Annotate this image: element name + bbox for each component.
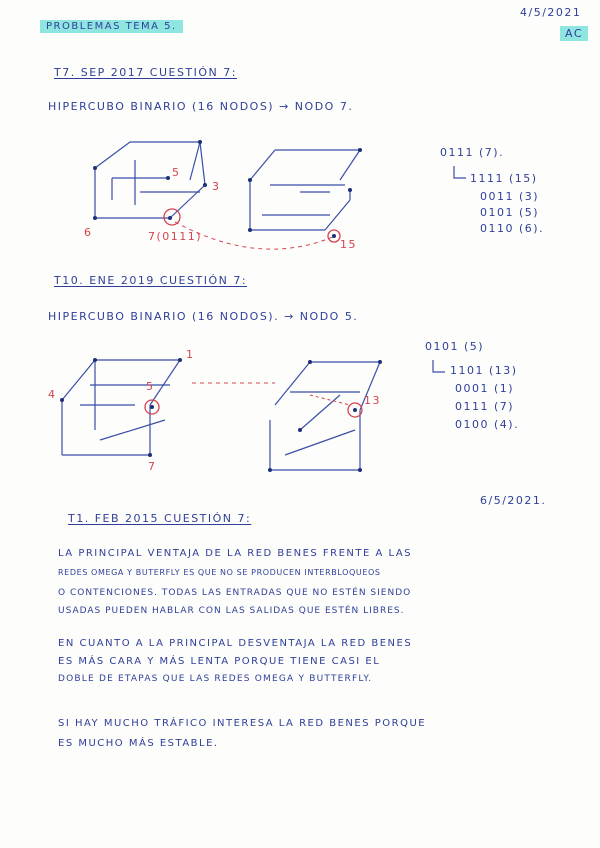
q1-node-label-7: 7(0111) — [148, 230, 203, 243]
answer-line: DOBLE DE ETAPAS QUE LAS REDES OMEGA Y BUTTERFLY. — [58, 674, 373, 684]
q2-node-label-1: 1 — [186, 348, 195, 361]
header-initials: AC — [560, 26, 588, 41]
q1-neighbor-item: 1111 (15) — [470, 172, 538, 185]
q1-neighbor-item: 0011 (3) — [480, 190, 540, 203]
q3-heading: T1. FEB 2015 CUESTIÓN 7: — [68, 512, 252, 525]
q2-root-node: 0101 (5) — [425, 340, 485, 353]
q2-node-label-7: 7 — [148, 460, 157, 473]
q1-root-node: 0111 (7). — [440, 146, 505, 159]
q2-neighbor-item: 0111 (7) — [455, 400, 515, 413]
q2-neighbor-item: 0100 (4). — [455, 418, 520, 431]
answer-line: EN CUANTO A LA PRINCIPAL DESVENTAJA LA RED BENES — [58, 638, 413, 649]
q1-statement: HIPERCUBO BINARIO (16 NODOS) → NODO 7. — [48, 100, 354, 113]
q2-neighbor-item: 1101 (13) — [450, 364, 518, 377]
q2-neighbor-item: 0001 (1) — [455, 382, 515, 395]
q1-node-label-3: 3 — [212, 180, 221, 193]
q1-node-label-5: 5 — [172, 166, 181, 179]
q1-heading: T7. SEP 2017 CUESTIÓN 7: — [54, 66, 237, 79]
answer-line: ES MUCHO MÁS ESTABLE. — [58, 738, 219, 749]
answer-line: SI HAY MUCHO TRÁFICO INTERESA LA RED BENES PORQUE — [58, 718, 427, 729]
q3-date: 6/5/2021. — [480, 494, 547, 507]
answer-line: USADAS PUEDEN HABLAR CON LAS SALIDAS QUE ESTÉN LIBRES. — [58, 606, 405, 616]
q2-node-label-4: 4 — [48, 388, 57, 401]
answer-line: LA PRINCIPAL VENTAJA DE LA RED BENES FRENTE A LAS — [58, 548, 413, 559]
q2-heading: T10. ENE 2019 CUESTIÓN 7: — [54, 274, 248, 287]
page-title: PROBLEMAS TEMA 5. — [40, 20, 183, 33]
q1-node-label-6: 6 — [84, 226, 93, 239]
q1-node-label-15: 15 — [340, 238, 357, 251]
answer-line: ES MÁS CARA Y MÁS LENTA PORQUE TIENE CASI EL — [58, 656, 381, 667]
header-date: 4/5/2021 — [520, 6, 582, 19]
q2-node-label-13: 13 — [364, 394, 381, 407]
q2-node-label-5: 5 — [146, 380, 155, 393]
q1-neighbor-item: 0110 (6). — [480, 222, 545, 235]
answer-line: O CONTENCIONES. TODAS LAS ENTRADAS QUE NO ESTÉN SIENDO — [58, 588, 412, 598]
q1-neighbor-item: 0101 (5) — [480, 206, 540, 219]
q2-statement: HIPERCUBO BINARIO (16 NODOS). → NODO 5. — [48, 310, 359, 323]
answer-line: REDES OMEGA Y BUTERFLY ES QUE NO SE PRODUCEN INTERBLOQUEOS — [58, 568, 381, 577]
